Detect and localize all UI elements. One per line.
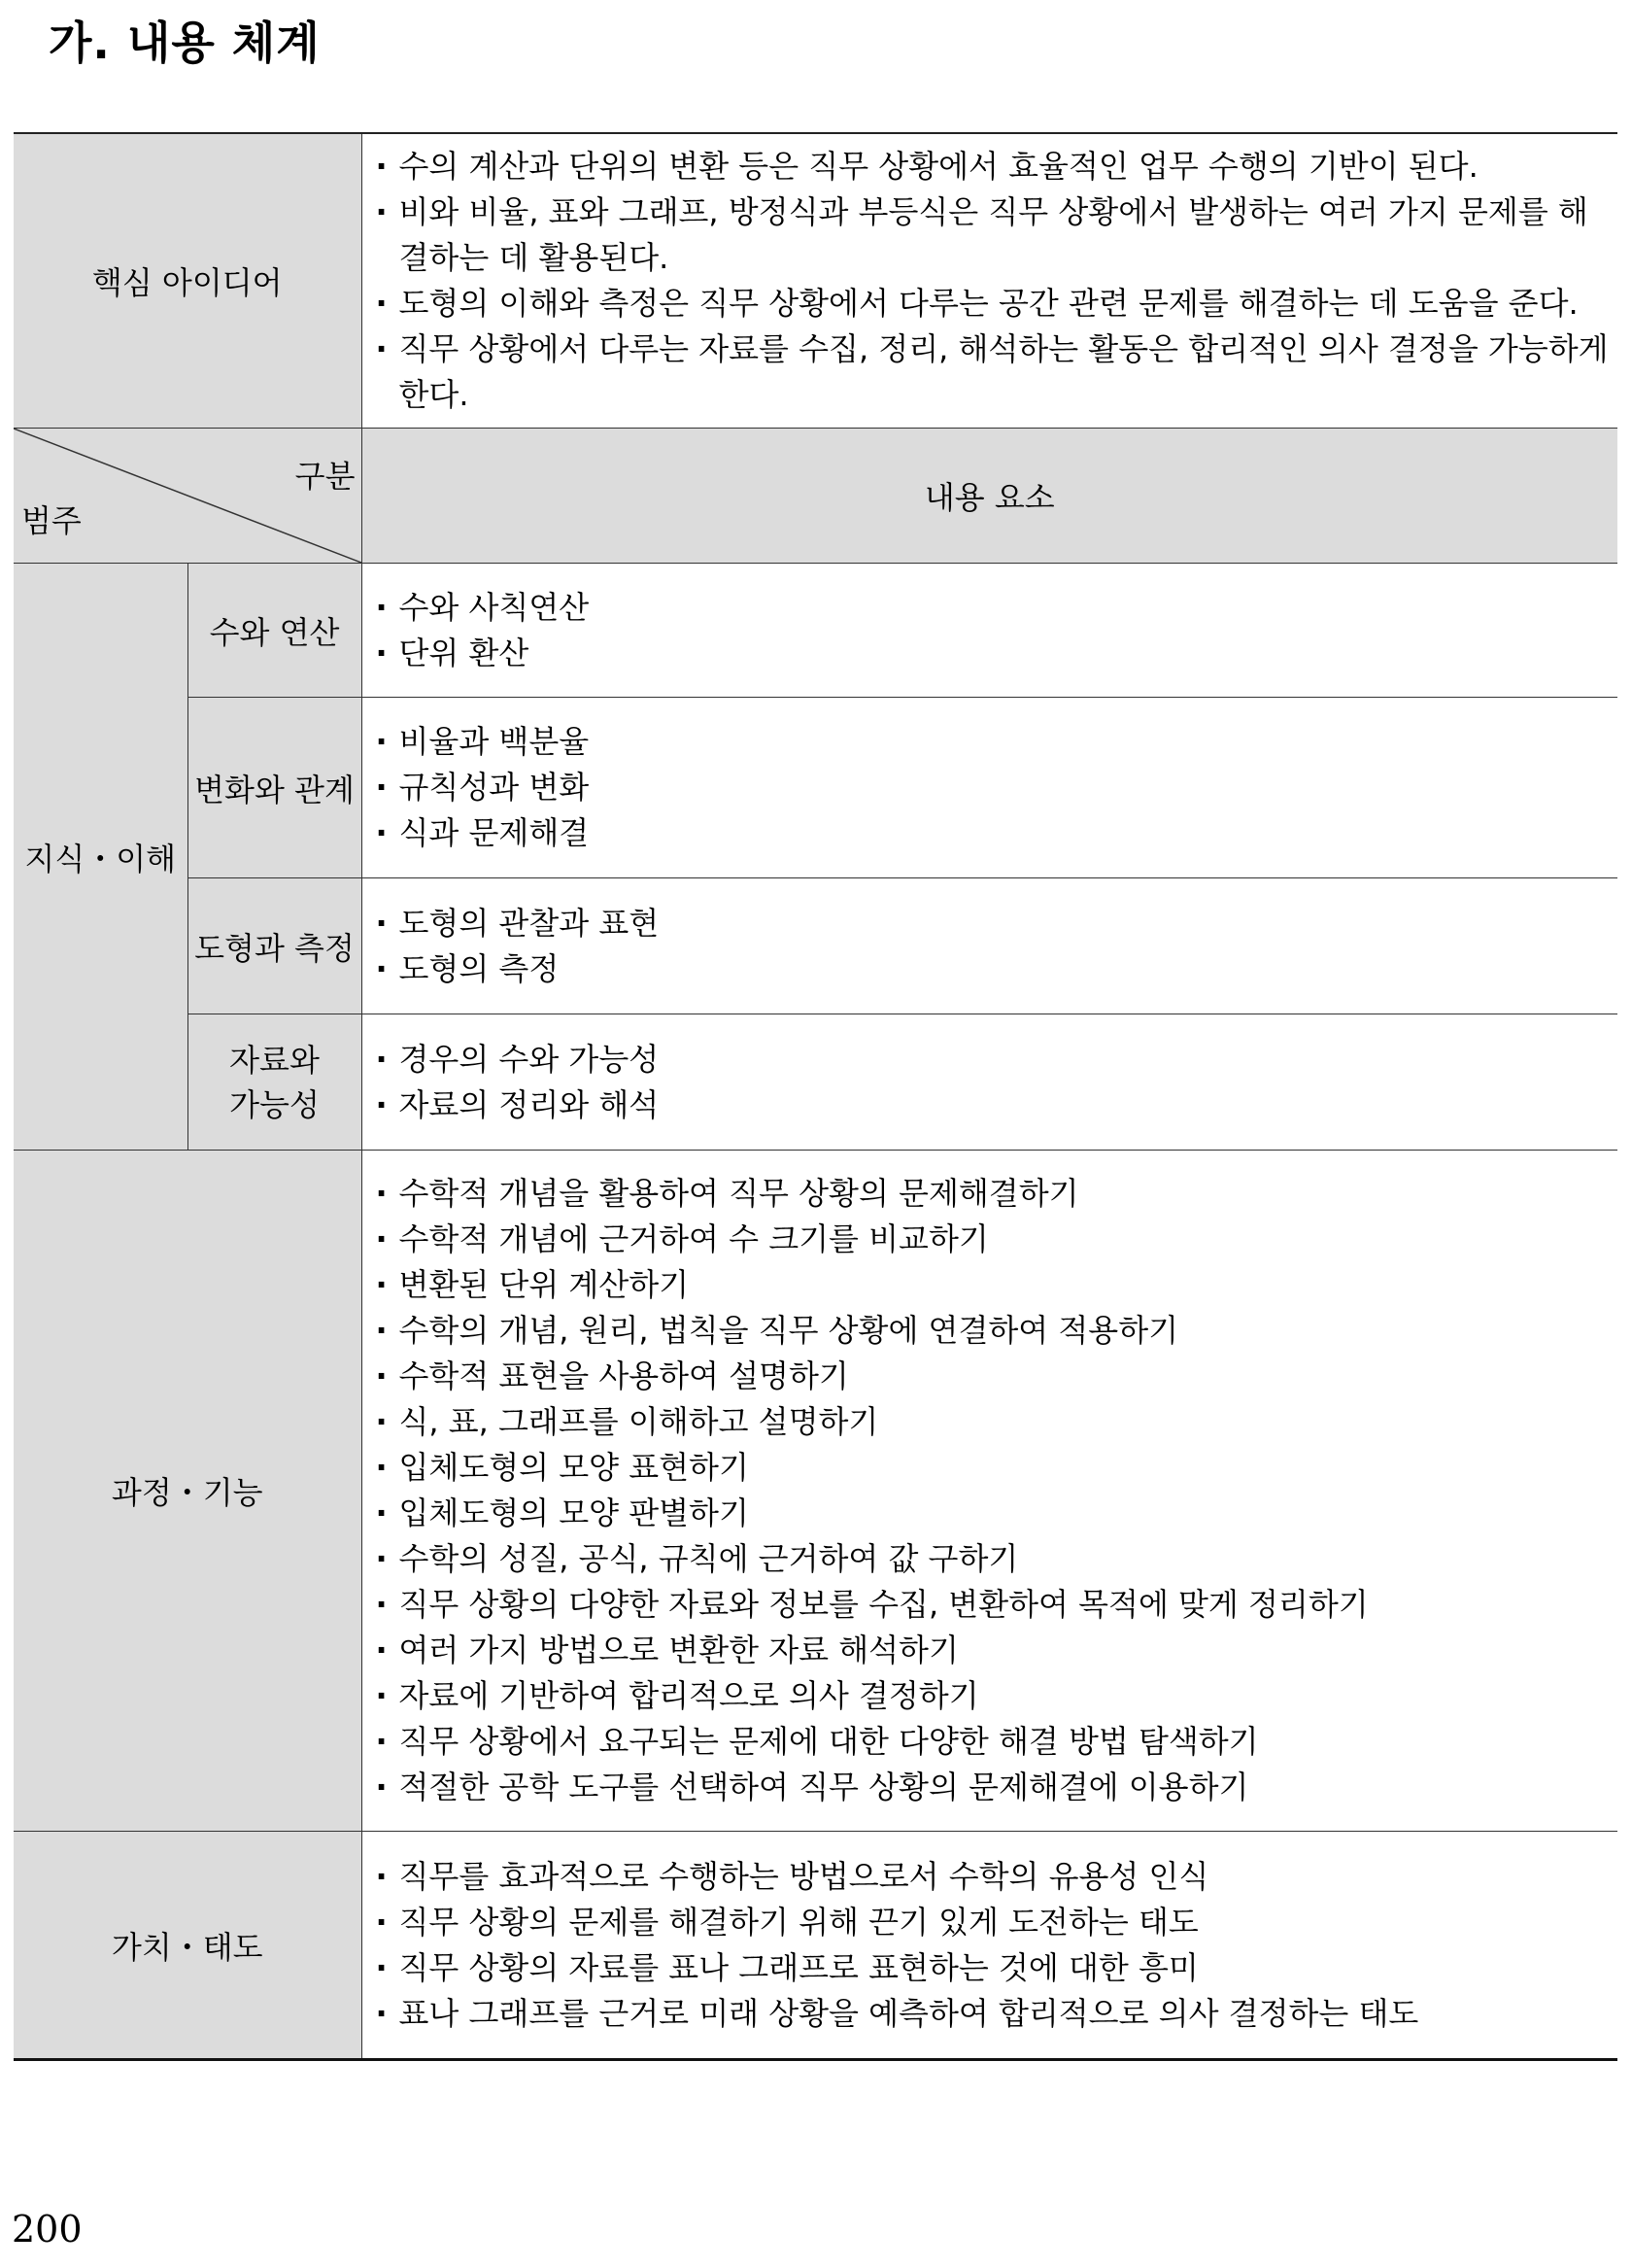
list-item: · 자료의 정리와 해석 <box>376 1082 1618 1128</box>
list-item: · 직무 상황에서 요구되는 문제에 대한 다양한 해결 방법 탐색하기 <box>376 1719 1618 1765</box>
knowledge-sub-label: 수와 연산 <box>187 564 361 698</box>
list-item: · 수학적 개념을 활용하여 직무 상황의 문제해결하기 <box>376 1171 1618 1217</box>
header-division: 구분 <box>294 458 356 495</box>
sub-label-line: 가능성 <box>229 1085 320 1123</box>
values-content <box>361 1832 1617 2060</box>
knowledge-row <box>14 878 1617 1014</box>
list-item: · 적절한 공학 도구를 선택하여 직무 상황의 문제해결에 이용하기 <box>376 1765 1618 1810</box>
core-idea-content <box>361 133 1617 429</box>
header-content-elements: 내용 요소 <box>361 429 1617 564</box>
process-label: 과정・기능 <box>14 1151 361 1832</box>
header-category: 범주 <box>21 502 82 539</box>
knowledge-row <box>14 698 1617 878</box>
header-row <box>14 429 1617 564</box>
process-row <box>14 1151 1617 1832</box>
list-item: · 표나 그래프를 근거로 미래 상황을 예측하여 합리적으로 의사 결정하는 태도 <box>376 1991 1618 2037</box>
core-idea-item: · 도형의 이해와 측정은 직무 상황에서 다루는 공간 관련 문제를 해결하는 데 도움을 준다. <box>376 281 1618 326</box>
list-item: · 직무를 효과적으로 수행하는 방법으로서 수학의 유용성 인식 <box>376 1854 1618 1900</box>
core-idea-label: 핵심 아이디어 <box>14 133 361 429</box>
knowledge-row <box>14 564 1617 698</box>
knowledge-sub-label: 도형과 측정 <box>187 878 361 1014</box>
knowledge-content <box>361 698 1617 878</box>
list-item: · 수학적 개념에 근거하여 수 크기를 비교하기 <box>376 1217 1618 1262</box>
list-item: · 식, 표, 그래프를 이해하고 설명하기 <box>376 1399 1618 1445</box>
list-item: · 단위 환산 <box>376 631 1618 676</box>
page-number: 200 <box>12 2208 83 2251</box>
list-item: · 경우의 수와 가능성 <box>376 1037 1618 1082</box>
section-title: 가. 내용 체계 <box>49 17 321 69</box>
knowledge-content <box>361 1014 1617 1151</box>
list-item: · 변환된 단위 계산하기 <box>376 1262 1618 1308</box>
list-item: · 수와 사칙연산 <box>376 585 1618 631</box>
list-item: · 여러 가지 방법으로 변환한 자료 해석하기 <box>376 1628 1618 1673</box>
list-item: · 직무 상황의 자료를 표나 그래프로 표현하는 것에 대한 흥미 <box>376 1945 1618 1991</box>
list-item: · 자료에 기반하여 합리적으로 의사 결정하기 <box>376 1673 1618 1719</box>
list-item: · 비율과 백분율 <box>376 719 1618 765</box>
core-idea-item: · 직무 상황에서 다루는 자료를 수집, 정리, 해석하는 활동은 합리적인 의사 결정을 가능하게 한다. <box>376 326 1618 418</box>
header-diagonal-cell <box>14 429 361 564</box>
knowledge-label: 지식・이해 <box>14 564 187 1151</box>
list-item: · 도형의 측정 <box>376 946 1618 992</box>
core-idea-row <box>14 133 1617 429</box>
list-item: · 직무 상황의 문제를 해결하기 위해 끈기 있게 도전하는 태도 <box>376 1900 1618 1945</box>
sub-label-line: 자료와 <box>229 1041 320 1079</box>
list-item: · 도형의 관찰과 표현 <box>376 901 1618 946</box>
list-item: · 수학의 성질, 공식, 규칙에 근거하여 값 구하기 <box>376 1536 1618 1582</box>
core-idea-item: · 수의 계산과 단위의 변환 등은 직무 상황에서 효율적인 업무 수행의 기반이 된다. <box>376 144 1618 189</box>
process-content <box>361 1151 1617 1832</box>
list-item: · 입체도형의 모양 판별하기 <box>376 1491 1618 1536</box>
list-item: · 직무 상황의 다양한 자료와 정보를 수집, 변환하여 목적에 맞게 정리하기 <box>376 1582 1618 1628</box>
list-item: · 식과 문제해결 <box>376 810 1618 856</box>
knowledge-row <box>14 1014 1617 1151</box>
knowledge-sub-label <box>187 1014 361 1151</box>
list-item: · 수학적 표현을 사용하여 설명하기 <box>376 1354 1618 1399</box>
core-idea-list <box>362 134 1618 428</box>
list-item: · 입체도형의 모양 표현하기 <box>376 1445 1618 1491</box>
knowledge-content <box>361 564 1617 698</box>
core-idea-item: · 비와 비율, 표와 그래프, 방정식과 부등식은 직무 상황에서 발생하는 여러 가지 문제를 해결하는 데 활용된다. <box>376 189 1618 281</box>
values-row <box>14 1832 1617 2060</box>
list-item: · 규칙성과 변화 <box>376 765 1618 810</box>
content-system-table <box>14 132 1617 2061</box>
knowledge-sub-label: 변화와 관계 <box>187 698 361 878</box>
list-item: · 수학의 개념, 원리, 법칙을 직무 상황에 연결하여 적용하기 <box>376 1308 1618 1354</box>
values-label: 가치・태도 <box>14 1832 361 2060</box>
knowledge-content <box>361 878 1617 1014</box>
